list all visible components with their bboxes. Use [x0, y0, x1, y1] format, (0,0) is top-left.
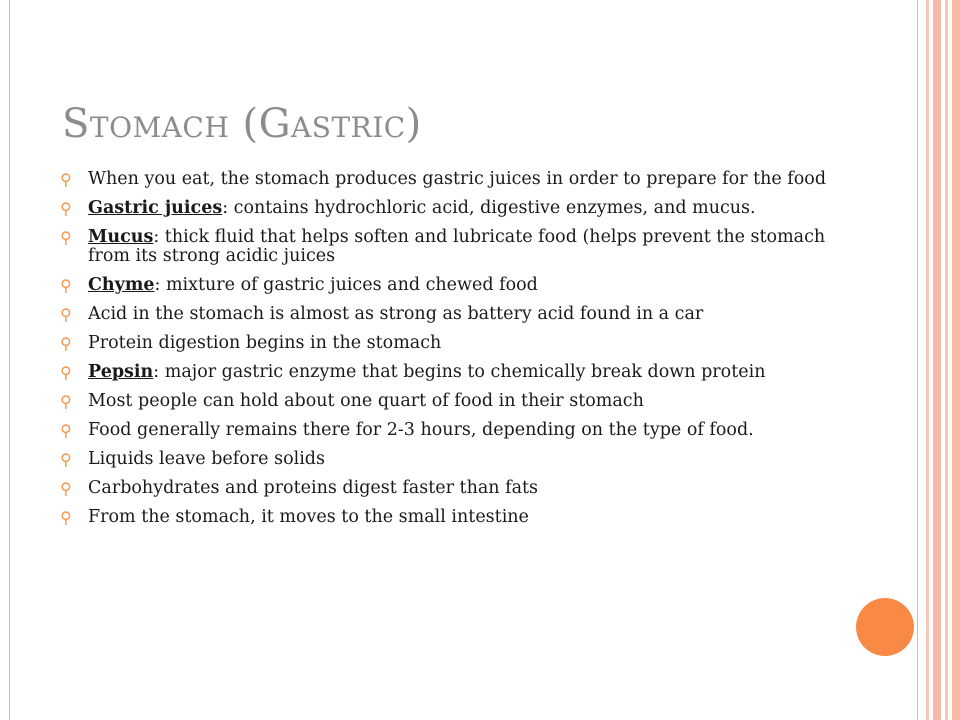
stripe: [933, 0, 941, 720]
bullet-item: [60, 479, 830, 498]
bullet-item: [60, 170, 830, 189]
bullet-item: [60, 276, 830, 295]
bullet-term: Mucus: [88, 227, 154, 247]
bullet-item: [60, 450, 830, 469]
bullet-item: [60, 392, 830, 411]
bullet-marker-icon: ⚲: [60, 276, 72, 295]
bullet-text: Most people can hold about one quart of food in their stomach: [88, 391, 644, 411]
bullet-marker-icon: ⚲: [60, 363, 72, 382]
bullet-list: [60, 170, 830, 537]
bullet-text: : thick fluid that helps soften and lubricate food (helps prevent the stomach from its strong acidic juices: [88, 227, 826, 266]
decorative-circle: [856, 598, 914, 656]
bullet-term: Pepsin: [88, 362, 154, 382]
bullet-text: : major gastric enzyme that begins to chemically break down protein: [153, 362, 766, 382]
bullet-item: [60, 199, 830, 218]
bullet-text: Acid in the stomach is almost as strong as battery acid found in a car: [88, 304, 704, 324]
slide-title: Stomach (Gastric): [62, 101, 422, 147]
bullet-text: Protein digestion begins in the stomach: [88, 333, 442, 353]
bullet-marker-icon: ⚲: [60, 450, 72, 469]
bullet-marker-icon: ⚲: [60, 228, 72, 247]
bullet-text: Carbohydrates and proteins digest faster than fats: [88, 478, 539, 498]
bullet-item: [60, 421, 830, 440]
bullet-text: Food generally remains there for 2-3 hours, depending on the type of food.: [88, 420, 754, 440]
bullet-text: From the stomach, it moves to the small intestine: [88, 507, 529, 527]
stripe: [945, 0, 948, 720]
bullet-marker-icon: ⚲: [60, 479, 72, 498]
decorative-stripes: [918, 0, 960, 720]
bullet-term: Gastric juices: [88, 198, 223, 218]
bullet-text: : contains hydrochloric acid, digestive enzymes, and mucus.: [222, 198, 756, 218]
bullet-text: : mixture of gastric juices and chewed food: [154, 275, 538, 295]
bullet-item: [60, 508, 830, 527]
bullet-marker-icon: ⚲: [60, 421, 72, 440]
bullet-text: When you eat, the stomach produces gastric juices in order to prepare for the food: [88, 169, 827, 189]
bullet-item: [60, 363, 830, 382]
bullet-marker-icon: ⚲: [60, 305, 72, 324]
bullet-marker-icon: ⚲: [60, 334, 72, 353]
bullet-item: [60, 228, 830, 266]
bullet-text: Liquids leave before solids: [88, 449, 325, 469]
bullet-item: [60, 334, 830, 353]
bullet-marker-icon: ⚲: [60, 508, 72, 527]
stripe: [926, 0, 929, 720]
bullet-marker-icon: ⚲: [60, 392, 72, 411]
bullet-marker-icon: ⚲: [60, 199, 72, 218]
bullet-item: [60, 305, 830, 324]
stripe: [952, 0, 960, 720]
bullet-marker-icon: ⚲: [60, 170, 72, 189]
bullet-term: Chyme: [88, 275, 155, 295]
